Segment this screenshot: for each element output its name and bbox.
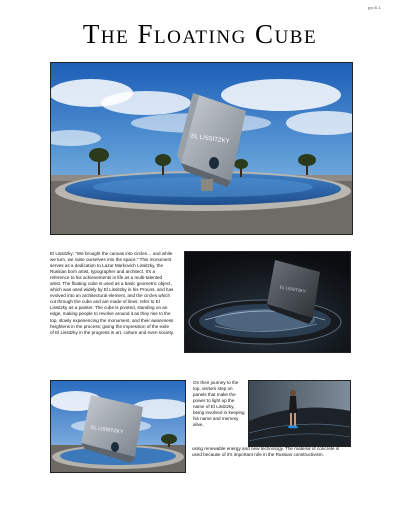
svg-text:EL LISSITZKY: EL LISSITZKY [279,284,306,294]
night-render-image [184,251,351,353]
visitor-walkway-image [248,380,351,447]
svg-text:EL LISSITZKY: EL LISSITZKY [90,424,124,436]
page-number: pp:8-1 [368,5,382,10]
page-title: The Floating Cube [82,19,318,49]
materials-paragraph: using renewable energy and new technology. The material of concrete is used because of it's important role in the Russian constructivism. [192,446,340,458]
intro-paragraph: El Lissitzky: "We brought the canvas into circles… and while we turn, we raise ourselves into the space." This monument serves as a dedication to Lazar Markovich Lissitzky, the Russian born artist, typographer and architect. It's a reference to his achievements in life as a multi-talented artist. The floating cube is used as a basic geometric object, which was used widely by El Lissitzky in his Prouns, and has evolved into an architectural element, and the circles which cut through the cube and are made of lines; refer to El Lissitzky as a painter. The cube is pivoted, standing on an edge, making people to revolve around it as they rise to the top, slowly experiencing the monument, and their awareness heightens in the process; giving the impression of the exile of El Lissitzky in the progress in art, culture and even society. [50,251,175,335]
hero-render-image [50,62,353,235]
cube-closeup-image [50,380,186,473]
journey-paragraph: On their journey to the top, visitors step on panels that make the power to light up the name of El Lissitzky, being involved in keeping his name and memory alive, [193,380,245,428]
svg-text:EL LISSITZKY: EL LISSITZKY [190,133,230,145]
